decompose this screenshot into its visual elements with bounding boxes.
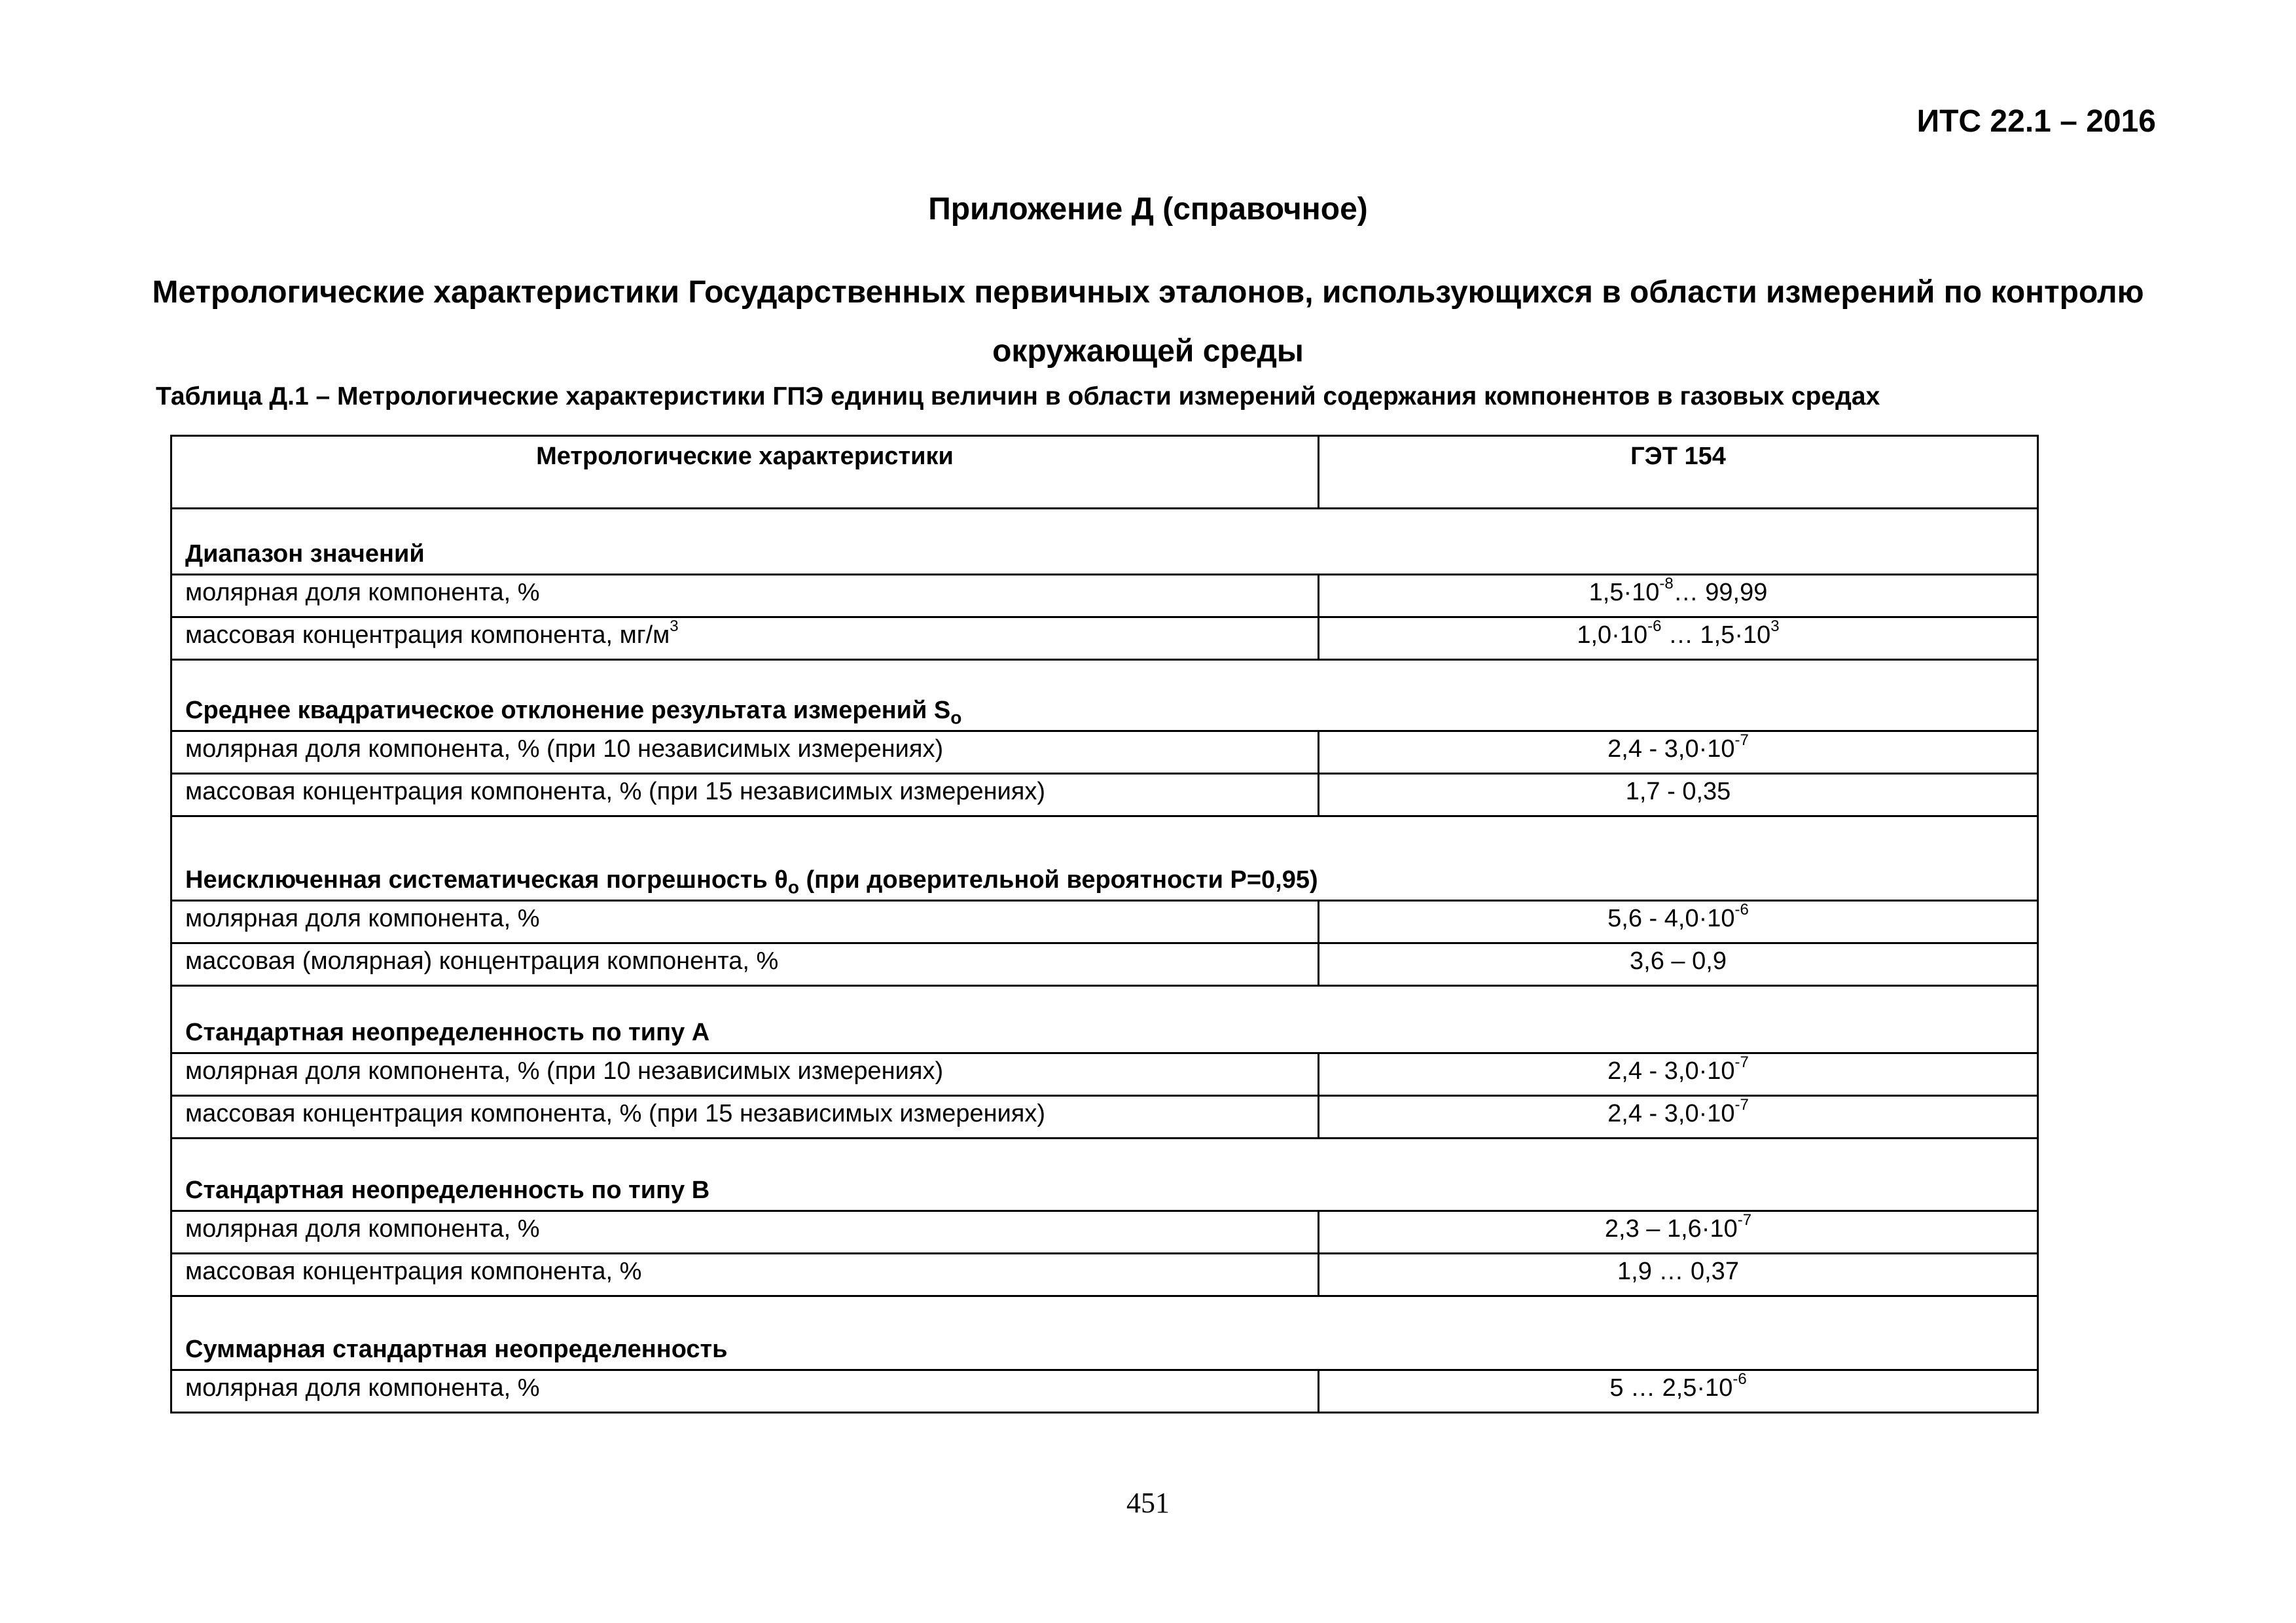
table-row xyxy=(171,901,2038,943)
characteristic-label: массовая концентрация компонента, $мг/м^3$ xyxy=(171,617,1319,660)
table-row xyxy=(171,1370,2038,1413)
section-title: Диапазон значений xyxy=(171,509,2038,575)
characteristic-label: молярная доля компонента, % xyxy=(171,901,1319,943)
column-header-characteristics: Метрологические характеристики xyxy=(171,436,1319,509)
table-row xyxy=(171,1053,2038,1096)
section-row xyxy=(171,1139,2038,1211)
table-row xyxy=(171,1254,2038,1296)
characteristic-value: $1,0\cdot 10^{-6}$ … $1,5\cdot 10^3$ xyxy=(1319,617,2038,660)
table-row xyxy=(171,617,2038,660)
characteristic-value: $2,4 - 3,0\cdot 10^{-7}$ xyxy=(1319,731,2038,774)
table-header-row xyxy=(171,436,2038,509)
appendix-title: Приложение Д (справочное) xyxy=(928,192,1368,227)
column-header-standard: ГЭТ 154 xyxy=(1319,436,2038,509)
document-code: ИТС 22.1 – 2016 xyxy=(1916,104,2156,139)
table-row xyxy=(171,1211,2038,1254)
section-row xyxy=(171,1296,2038,1370)
characteristic-value: 1,7 - 0,35 xyxy=(1319,774,2038,816)
section-title: Стандартная неопределенность по типу А xyxy=(171,986,2038,1053)
characteristic-value: $2,4 - 3,0\cdot 10^{-7}$ xyxy=(1319,1053,2038,1096)
characteristic-value: 5 … $2,5\cdot 10^{-6}$ xyxy=(1319,1370,2038,1413)
section-row xyxy=(171,986,2038,1053)
table-row xyxy=(171,943,2038,986)
characteristic-label: массовая концентрация компонента, % (при 15 независимых измерениях) xyxy=(171,774,1319,816)
characteristic-label: молярная доля компонента, % (при 10 независимых измерениях) xyxy=(171,1053,1319,1096)
characteristic-value: $2,4 - 3,0\cdot 10^{-7}$ xyxy=(1319,1096,2038,1139)
section-row xyxy=(171,816,2038,901)
characteristic-value: 1,9 … 0,37 xyxy=(1319,1254,2038,1296)
table-row xyxy=(171,731,2038,774)
table-row xyxy=(171,774,2038,816)
section-title: Неисключенная систематическая погрешность $\theta_о$ (при доверительной вероятности Р=0,95) xyxy=(171,816,2038,901)
table-row xyxy=(171,575,2038,617)
section-title: Суммарная стандартная неопределенность xyxy=(171,1296,2038,1370)
characteristic-label: молярная доля компонента, % xyxy=(171,1370,1319,1413)
characteristic-value: $5,6 - 4,0\cdot 10^{-6}$ xyxy=(1319,901,2038,943)
table-row xyxy=(171,1096,2038,1139)
main-title: Метрологические характеристики Государственных первичных эталонов, использующихся в области измерений по контролю окружающей среды xyxy=(152,275,2144,369)
characteristic-label: молярная доля компонента, % xyxy=(171,1211,1319,1254)
section-title: Среднее квадратическое отклонение результата измерений $S_о$ xyxy=(171,660,2038,731)
characteristic-label: массовая концентрация компонента, % (при 15 независимых измерениях) xyxy=(171,1096,1319,1139)
characteristic-label: молярная доля компонента, % xyxy=(171,575,1319,617)
metrology-table xyxy=(170,435,2039,1413)
characteristic-value: $1,5\cdot 10^{-8}\dots$ 99,99 xyxy=(1319,575,2038,617)
characteristic-value: $2,3 - 1,6\cdot 10^{-7}$ xyxy=(1319,1211,2038,1254)
section-row xyxy=(171,660,2038,731)
characteristic-value: 3,6 – 0,9 xyxy=(1319,943,2038,986)
page-number: 451 xyxy=(1126,1487,1170,1519)
characteristic-label: массовая концентрация компонента, % xyxy=(171,1254,1319,1296)
section-title: Стандартная неопределенность по типу В xyxy=(171,1139,2038,1211)
table-caption: Таблица Д.1 – Метрологические характеристики ГПЭ единиц величин в области измерений содержания компонентов в газовых средах xyxy=(156,382,1880,410)
metrology-table-body xyxy=(171,436,2038,1413)
section-row xyxy=(171,509,2038,575)
characteristic-label: молярная доля компонента, % (при 10 независимых измерениях) xyxy=(171,731,1319,774)
characteristic-label: массовая (молярная) концентрация компонента, % xyxy=(171,943,1319,986)
